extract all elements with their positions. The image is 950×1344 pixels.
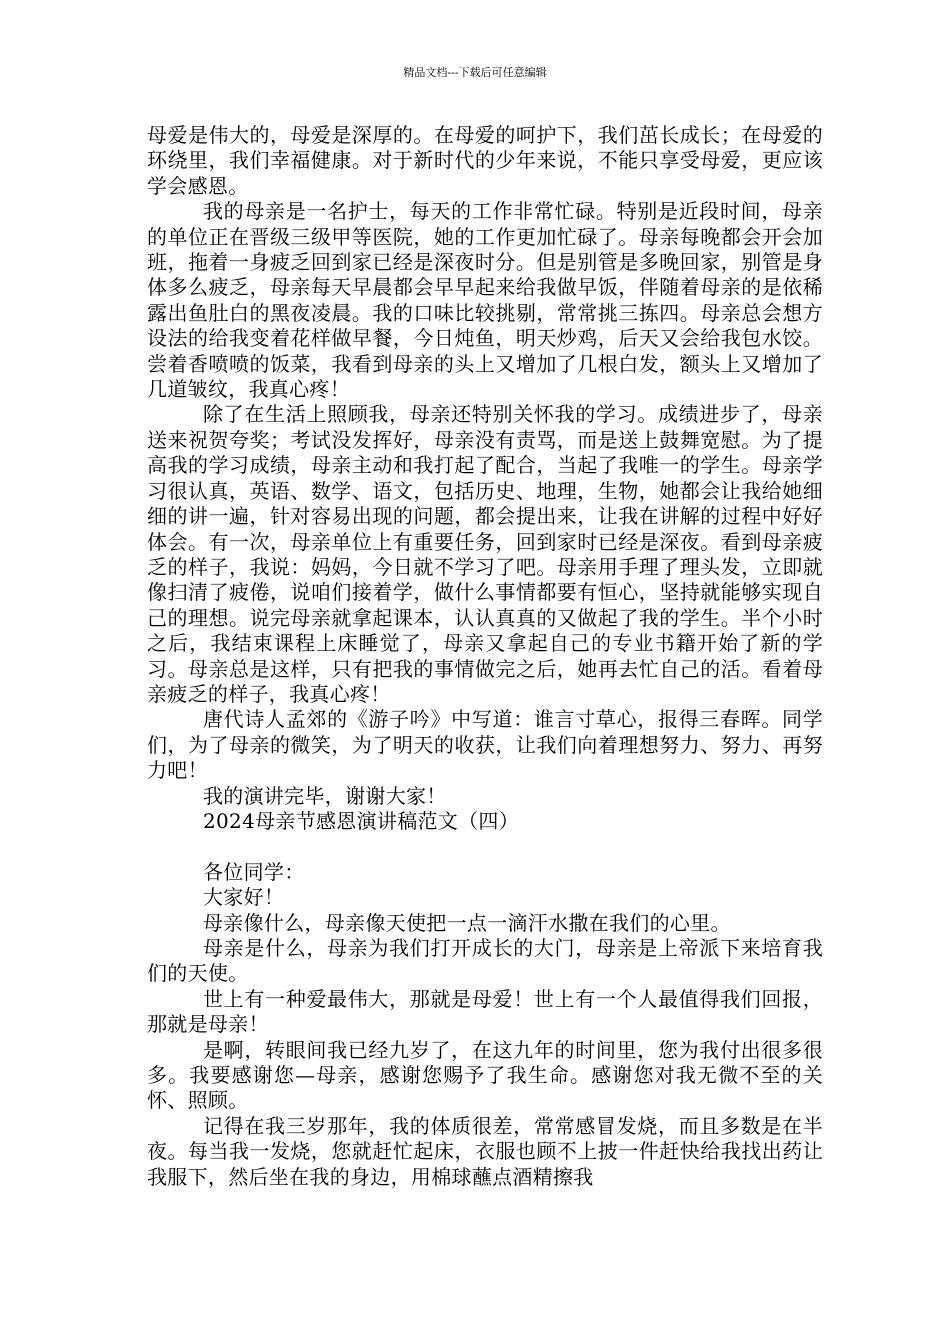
paragraph-mother-nurse: 我的母亲是一名护士，每天的工作非常忙碌。特别是近段时间，母亲的单位正在晋级三级甲等医院，她的工作更加忙碌了。母亲每晚都会开会加班，拖着一身疲乏回到家已经是深夜时分。但是别管是多晚回家，别管是身体多么疲乏，母亲每天早晨都会早早起来给我做早饭，伴随着母亲的是依稀露出鱼肚白的黑夜凌晨。我的口味比较挑剔，常常挑三拣四。母亲总会想方设法的给我变着花样做早餐，今日炖鱼，明天炒鸡，后天又会给我包水饺。尝着香喷喷的饭菜，我看到母亲的头上又增加了几根白发，额头上又增加了几道皱纹，我真心疼！ <box>147 199 823 402</box>
paragraph-fever-memory: 记得在我三岁那年，我的体质很差，常常感冒发烧，而且多数是在半夜。每当我一发烧，您就赶忙起床，衣服也顾不上披一件赶快给我找出药让我服下，然后坐在我的身边，用棉球蘸点酒精擦我 <box>147 1113 823 1189</box>
paragraph-closing: 我的演讲完毕，谢谢大家！ <box>203 783 447 808</box>
paragraph-intro: 母爱是伟大的，母爱是深厚的。在母爱的呵护下，我们茁长成长；在母爱的环绕里，我们幸福健康。对于新时代的少年来说，不能只享受母爱，更应该学会感恩。 <box>147 123 823 198</box>
blank-line <box>147 834 823 859</box>
paragraph-greatest-love: 世上有一种爱最伟大，那就是母爱！世上有一个人最值得我们回报，那就是母亲！ <box>147 986 823 1037</box>
paragraph-mother-study: 除了在生活上照顾我，母亲还特别关怀我的学习。成绩进步了，母亲送来祝贺夸奖；考试没发挥好，母亲没有责骂，而是送上鼓舞宽慰。为了提高我的学习成绩，母亲主动和我打起了配合，当起了我唯一的学生。母亲学习很认真，英语、数学、语文，包括历史、地理，生物，她都会让我给她细细的讲一遍，针对容易出现的问题，都会提出来，让我在讲解的过程中好好体会。有一次，母亲单位上有重要任务，回到家时已经是深夜。看到母亲疲乏的样子，我说：妈妈，今日就不学习了吧。母亲用手理了理头发，立即就像扫清了疲倦，说咱们接着学，做什么事情都要有恒心，坚持就能够实现自己的理想。说完母亲就拿起课本，认认真真的又做起了我的学生。半个小时之后，我结束课程上床睡觉了，母亲又拿起自己的专业书籍开始了新的学习。母亲总是这样，只有把我的事情做完之后，她再去忙自己的活。看着母亲疲乏的样子，我真心疼！ <box>147 402 823 706</box>
page-header: 精品文档---下载后可任意编辑 <box>403 66 547 79</box>
paragraph-salutation: 各位同学： <box>203 859 305 884</box>
paragraph-angel: 母亲像什么，母亲像天使把一点一滴汗水撒在我们的心里。 <box>203 910 731 935</box>
section-title: 2024母亲节感恩演讲稿范文（四） <box>203 808 519 833</box>
paragraph-nine-years: 是啊，转眼间我已经九岁了，在这九年的时间里，您为我付出很多很多。我要感谢您—母亲，感谢您赐予了我生命。感谢您对我无微不至的关怀、照顾。 <box>147 1037 823 1113</box>
document-body <box>147 123 823 1190</box>
paragraph-poem: 唐代诗人孟郊的《游子吟》中写道：谁言寸草心，报得三春晖。同学们，为了母亲的微笑，为了明天的收获，让我们向着理想努力、努力、再努力吧！ <box>147 707 823 783</box>
paragraph-greeting: 大家好！ <box>203 885 285 910</box>
paragraph-what-is-mother: 母亲是什么，母亲为我们打开成长的大门，母亲是上帝派下来培育我们的天使。 <box>147 935 823 986</box>
